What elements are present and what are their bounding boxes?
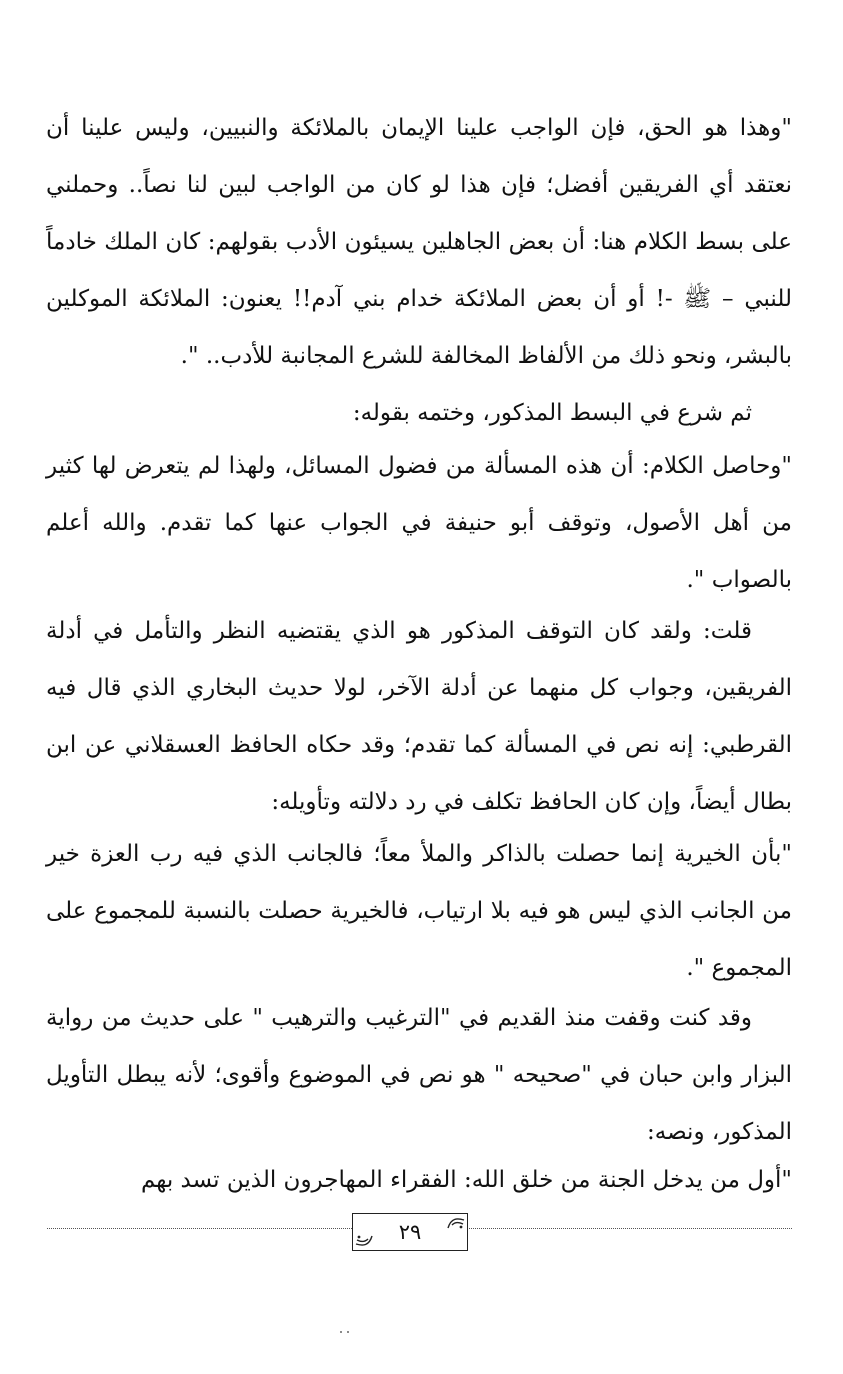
paragraph-transition: ثم شرع في البسط المذكور، وختمه بقوله: <box>352 400 752 426</box>
paragraph-conclusion-quote: "وحاصل الكلام: أن هذه المسألة من فضول المسائل، ولهذا لم يتعرض لها كثير من أهل الأصول، وتوقف أبو حنيفة في الجواب عنها كما تقدم. والله أعلم بالصواب ". <box>46 453 792 593</box>
paragraph-hafiz-quote: "بأن الخيرية إنما حصلت بالذاكر والملأ معاً؛ فالجانب الذي فيه رب العزة خير من الجانب الذي ليس هو فيه بلا ارتياب، فالخيرية حصلت بالنسبة للمجموع على المجموع ". <box>46 841 792 981</box>
paragraph-targhib-reference: وقد كنت وقفت منذ القديم في "الترغيب والترهيب " على حديث من رواية البزار وابن حبان في "صحيحه " هو نص في الموضوع وأقوى؛ لأنه يبطل التأويل المذكور، ونصه: <box>46 1005 792 1145</box>
paragraph-quote-angels: "وهذا هو الحق، فإن الواجب علينا الإيمان بالملائكة والنبيين، وليس علينا أن نعتقد أي الفريقين أفضل؛ فإن هذا لو كان من الواجب لبين لنا نصاً.. وحملني على بسط الكلام هنا: أن بعض الجاهلين يسيئون الأدب بقولهم: كان الملك خادماً للنبي – ﷺ -! أو أن بعض الملائكة خدام بني آدم!! يعنون: الملائكة الموكلين بالبشر، ونحو ذلك من الألفاظ المخالفة للشرع المجانبة للأدب.. ". <box>46 115 792 369</box>
scan-speck <box>338 1330 352 1334</box>
paragraph-author-comment: قلت: ولقد كان التوقف المذكور هو الذي يقتضيه النظر والتأمل في أدلة الفريقين، وجواب كل منهما عن أدلة الآخر، لولا حديث البخاري الذي قال فيه القرطبي: إنه نص في المسألة كما تقدم؛ وقد حكاه الحافظ العسقلاني عن ابن بطال أيضاً، وإن كان الحافظ تكلف في رد دلالته وتأويله: <box>46 618 792 815</box>
page-number-frame <box>352 1213 468 1251</box>
paragraph-hadith-start: "أول من يدخل الجنة من خلق الله: الفقراء المهاجرون الذين تسد بهم <box>140 1167 792 1193</box>
page-number: ٢٩ <box>398 1220 422 1244</box>
